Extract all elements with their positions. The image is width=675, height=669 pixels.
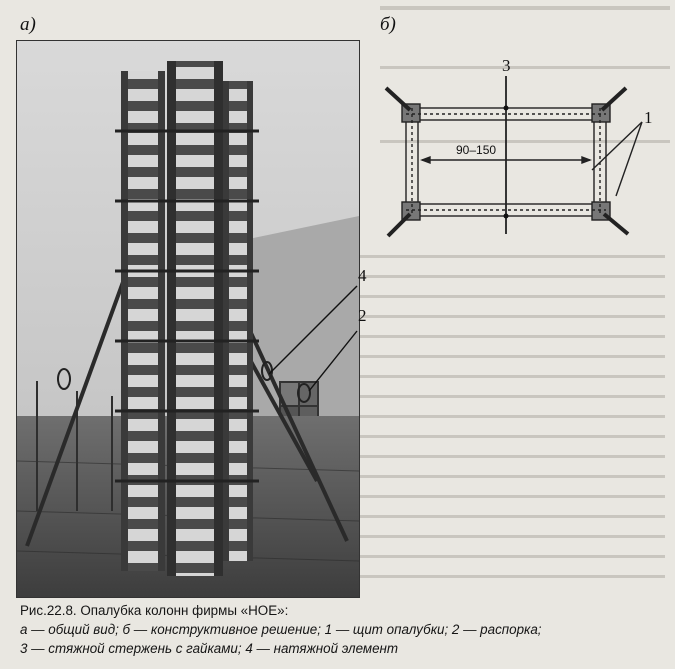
callout-4: 4 bbox=[358, 266, 367, 285]
figure-caption bbox=[20, 601, 660, 658]
panel-label-a: а) bbox=[20, 14, 36, 35]
callout-1: 1 bbox=[644, 108, 653, 127]
column-panels bbox=[115, 61, 259, 576]
dimension-label: 90–150 bbox=[456, 143, 497, 157]
panel-label-b: б) bbox=[380, 14, 396, 35]
callout-2: 2 bbox=[358, 306, 367, 325]
callout-3: 3 bbox=[502, 56, 511, 75]
caption-line-2: а — общий вид; б — конструктивное решение; 1 — щит опалубки; 2 — распорка; bbox=[20, 622, 542, 637]
formwork-photo-drawing bbox=[17, 41, 359, 597]
caption-line-3: 3 — стяжной стержень с гайками; 4 — натяжной элемент bbox=[20, 641, 399, 656]
caption-title: Рис.22.8. Опалубка колонн фирмы «НОЕ»: bbox=[20, 603, 289, 618]
formwork-plan-diagram bbox=[366, 48, 666, 248]
formwork-photo bbox=[16, 40, 360, 598]
